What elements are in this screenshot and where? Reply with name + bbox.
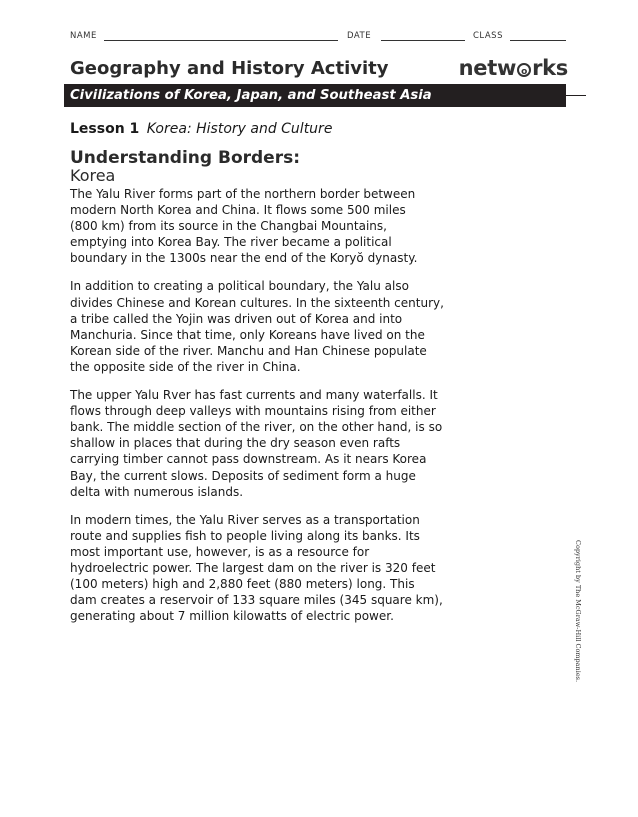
date-field[interactable]	[381, 40, 465, 41]
class-field[interactable]	[510, 40, 566, 41]
text-line: The upper Yalu Rver has fast currents and many waterfalls. It	[70, 388, 438, 403]
lesson-number: Lesson 1	[70, 121, 140, 137]
text-line: carrying timber cannot pass downstream. As it nears Korea	[70, 452, 427, 467]
banner-rule	[566, 95, 586, 96]
text-line: a tribe called the Yojin was driven out of Korea and into	[70, 311, 403, 326]
logo-suffix: rks	[532, 56, 568, 80]
text-line: (100 meters) high and 2,880 feet (880 meters) long. This	[70, 577, 415, 592]
name-label: NAME	[70, 31, 97, 41]
text-line: route and supplies fish to people living along its banks. Its	[70, 528, 420, 543]
lesson-heading	[70, 121, 332, 137]
text-line: flows through deep valleys with mountains rising from either	[70, 404, 436, 419]
text-line: Korean side of the river. Manchu and Han Chinese populate	[70, 343, 427, 358]
copyright-notice: Copyright by The McGraw-Hill Companies.	[574, 540, 582, 683]
text-line: bank. The middle section of the river, on the other hand, is so	[70, 420, 443, 435]
text-line: hydroelectric power. The largest dam on the river is 320 feet	[70, 560, 436, 575]
networks-logo	[459, 56, 568, 80]
text-line: In addition to creating a political boundary, the Yalu also	[70, 279, 409, 294]
student-info-line	[70, 28, 566, 44]
text-line: (800 km) from its source in the Changbai Mountains,	[70, 219, 387, 234]
text-line: the opposite side of the river in China.	[70, 359, 301, 374]
text-line: modern North Korea and China. It flows some 500 miles	[70, 203, 406, 218]
class-label: CLASS	[473, 31, 503, 41]
paragraph-3	[70, 387, 482, 500]
activity-title: Geography and History Activity	[70, 58, 389, 79]
text-line: emptying into Korea Bay. The river became a political	[70, 235, 392, 250]
section-subtitle: Korea	[70, 166, 116, 185]
text-line: delta with numerous islands.	[70, 484, 244, 499]
name-field[interactable]	[104, 40, 338, 41]
text-line: In modern times, the Yalu River serves as a transportation	[70, 512, 420, 527]
text-line: generating about 7 million kilowatts of electric power.	[70, 609, 394, 624]
logo-circle: o	[517, 63, 531, 77]
section-title: Understanding Borders:	[70, 148, 301, 168]
chapter-banner	[64, 84, 566, 107]
paragraph-2	[70, 278, 482, 375]
date-label: DATE	[347, 31, 372, 41]
text-line: boundary in the 1300s near the end of the Koryŏ dynasty.	[70, 251, 418, 266]
text-line: divides Chinese and Korean cultures. In the sixteenth century,	[70, 295, 444, 310]
text-line: Bay, the current slows. Deposits of sediment form a huge	[70, 468, 416, 483]
chapter-title: Civilizations of Korea, Japan, and Southeast Asia	[70, 88, 432, 103]
text-line: shallow in places that during the dry season even rafts	[70, 436, 401, 451]
text-line: most important use, however, is as a resource for	[70, 544, 370, 559]
lesson-title: Korea: History and Culture	[146, 121, 333, 137]
paragraph-4	[70, 512, 482, 625]
body-text	[70, 186, 482, 636]
logo-prefix: netw	[458, 56, 517, 80]
text-line: Manchuria. Since that time, only Koreans have lived on the	[70, 327, 425, 342]
title-row	[70, 58, 568, 84]
paragraph-1	[70, 186, 482, 266]
text-line: The Yalu River forms part of the northern border between	[70, 187, 416, 201]
text-line: dam creates a reservoir of 133 square miles (345 square km),	[70, 593, 443, 608]
